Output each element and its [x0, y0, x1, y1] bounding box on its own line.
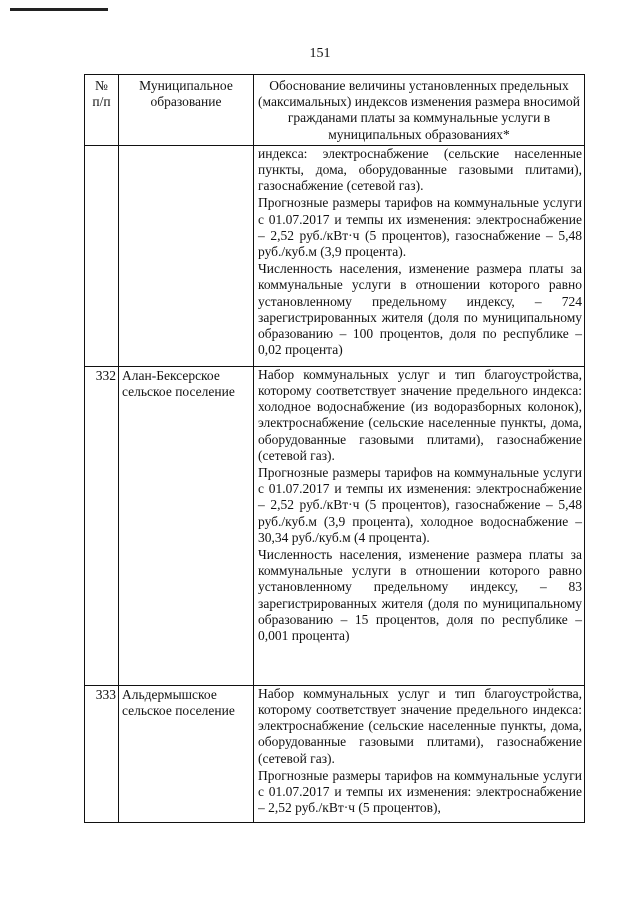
scan-edge-mark	[10, 8, 108, 11]
justification-paragraph: индекса: электроснабжение (сельские населенные пункты, дома, оборудованные газовыми плитами), газоснабжение (сетевой газ).	[258, 145, 582, 194]
justification-cell	[254, 145, 585, 366]
justification-paragraph: Прогнозные размеры тарифов на коммунальные услуги с 01.07.2017 и темпы их изменения: электроснабжение – 2,52 руб./кВт·ч (5 процентов), газоснабжение – 5,48 руб./куб.м (3,9 процента), холодное водоснабжение – 30,34 руб./куб.м (4 процента).	[258, 465, 582, 545]
table-row	[85, 685, 585, 822]
justification-paragraph: Набор коммунальных услуг и тип благоустройства, которому соответствует значение предельного индекса: электроснабжение (сельские населенные пункты, дома, оборудованные газовыми плитами), газоснабжение (сетевой газ).	[258, 685, 582, 766]
justification-cell	[254, 685, 585, 822]
justification-paragraph: Прогнозные размеры тарифов на коммунальные услуги с 01.07.2017 и темпы их изменения: электроснабжение – 2,52 руб./кВт·ч (5 процентов),	[258, 767, 582, 816]
row-number	[85, 145, 119, 366]
municipality-name: Альдермышское сельское поселение	[119, 685, 254, 822]
municipality-name: Алан-Бексерское сельское поселение	[119, 366, 254, 685]
table-row	[85, 366, 585, 685]
table-header-row	[85, 75, 585, 146]
justification-cell	[254, 366, 585, 685]
justification-paragraph: Набор коммунальных услуг и тип благоустройства, которому соответствует значение предельного индекса: холодное водоснабжение (из водоразборных колонок), электроснабжение (сельские населенные пункты, дома, оборудованные газовыми плитами), газоснабжение (сетевой газ).	[258, 366, 582, 463]
header-justification: Обоснование величины установленных предельных (максимальных) индексов изменения размера вносимой гражданами платы за коммунальные услуги в муниципальных образованиях*	[254, 75, 585, 146]
table-row	[85, 145, 585, 366]
header-num: № п/п	[85, 75, 119, 146]
page-number: 151	[309, 46, 331, 61]
tariff-index-table	[84, 74, 585, 823]
municipality-name	[119, 145, 254, 366]
row-number: 332	[85, 366, 119, 685]
justification-paragraph: Численность населения, изменение размера платы за коммунальные услуги в отношении которого равно установленному предельному индексу, – 83 зарегистрированных жителя (доля по муниципальному образованию – 15 процентов, доля по республике – 0,001 процента)	[258, 547, 582, 644]
row-number: 333	[85, 685, 119, 822]
header-municipality: Муниципальное образование	[119, 75, 254, 146]
justification-paragraph: Численность населения, изменение размера платы за коммунальные услуги в отношении которого равно установленному предельному индексу, – 724 зарегистрированных жителя (доля по муниципальному образованию – 100 процентов, доля по республике – 0,02 процента)	[258, 261, 582, 358]
justification-paragraph: Прогнозные размеры тарифов на коммунальные услуги с 01.07.2017 и темпы их изменения: электроснабжение – 2,52 руб./кВт·ч (5 процентов), газоснабжение – 5,48 руб./куб.м (3,9 процента).	[258, 195, 582, 260]
